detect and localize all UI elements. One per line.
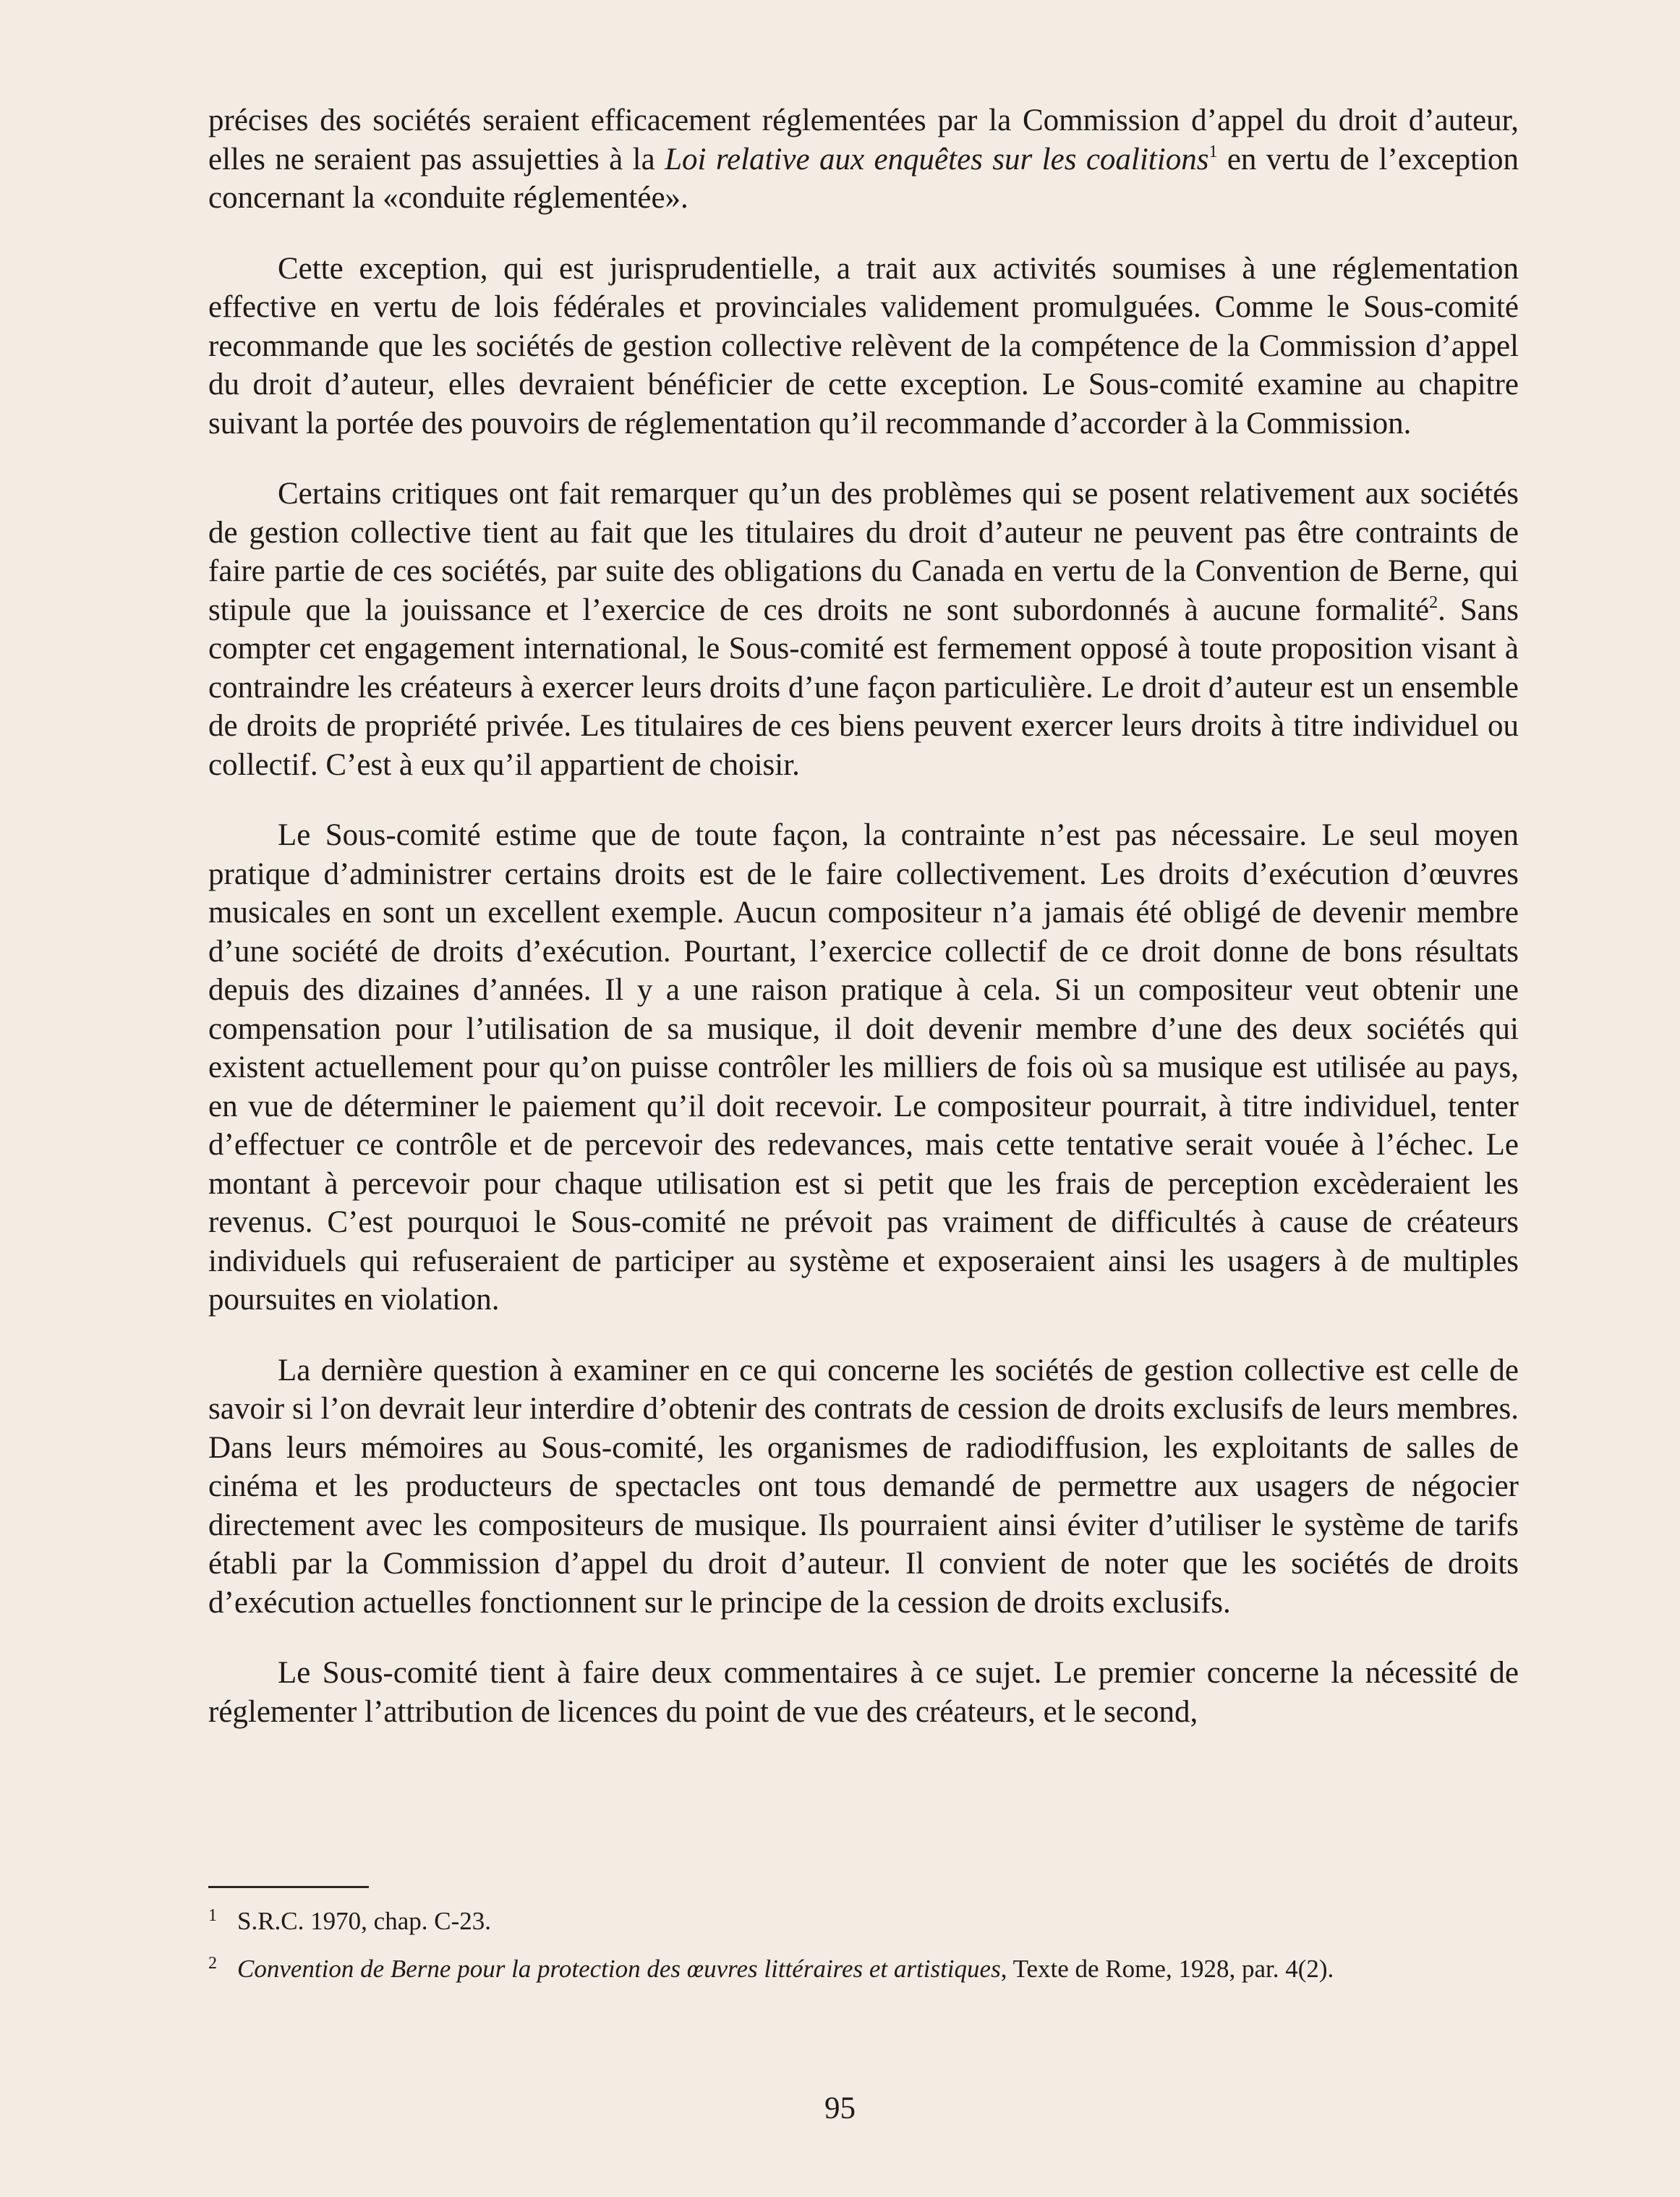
footnote-1: 1 S.R.C. 1970, chap. C-23. [208,1898,1519,1939]
footnotes [208,1898,1519,1994]
page-number: 95 [824,2091,856,2125]
law-title: Loi relative aux enquêtes sur les coalitions [665,142,1209,177]
footnote-ref-2[interactable]: 2 [1429,592,1438,612]
paragraph-2: Cette exception, qui est jurisprudentielle, a trait aux activités soumises à une réglementation effective en vertu de lois fédérales et provinciales validement promulguées. Comme le Sous-comité recommande que les sociétés de gestion collective relèvent de la compétence de la Commission d’appel du droit d’auteur, elles devraient bénéficier de cette exception. Le Sous-comité examine au chapitre suivant la portée des pouvoirs de réglementation qu’il recommande d’accorder à la Commission. [208,251,1519,441]
footnote-ref-1[interactable]: 1 [1208,142,1218,161]
paragraph-5: La dernière question à examiner en ce qui concerne les sociétés de gestion collective est celle de savoir si l’on devrait leur interdire d’obtenir des contrats de cession de droits exclusifs de leurs membres. Dans leurs mémoires au Sous-comité, les organismes de radiodiffusion, les exploitants de salles de cinéma et les producteurs de spectacles ont tous demandé de permettre aux usagers de négocier directement avec les compositeurs de musique. Ils pourraient ainsi éviter d’utiliser le système de tarifs établi par la Commission d’appel du droit d’auteur. Il convient de noter que les sociétés de droits d’exécution actuelles fonctionnent sur le principe de la cession de droits exclusifs. [208,1353,1519,1620]
footnote-number: 2 [208,1954,217,1973]
body-text [208,101,1519,1763]
paragraph-1: précises des sociétés seraient efficacement réglementées par la Commission d’appel du droit d’auteur, elles ne seraient pas assujetties à la Loi relative aux enquêtes sur les coalitions$^1$ en vertu de l’exception concernant la «conduite réglementée». [208,103,1519,215]
paragraph-4: Le Sous-comité estime que de toute façon, la contrainte n’est pas nécessaire. Le seul moyen pratique d’administrer certains droits est de le faire collectivement. Les droits d’exécution d’œuvres musicales en sont un excellent exemple. Aucun compositeur n’a jamais été obligé de devenir membre d’une société de droits d’exécution. Pourtant, l’exercice collectif de ce droit donne de bons résultats depuis des dizaines d’années. Il y a une raison pratique à cela. Si un compositeur veut obtenir une compensation pour l’utilisation de sa musique, il doit devenir membre d’une des deux sociétés qui existent actuellement pour qu’on puisse contrôler les milliers de fois où sa musique est utilisée au pays, en vue de déterminer le paiement qu’il doit recevoir. Le compositeur pourrait, à titre individuel, tenter d’effectuer ce contrôle et de percevoir des redevances, mais cette tentative serait vouée à l’échec. Le montant à percevoir pour chaque utilisation est si petit que les frais de perception excèderaient les revenus. C’est pourquoi le Sous-comité ne prévoit pas vraiment de difficultés à cause de créateurs individuels qui refuseraient de participer au système et exposeraient ainsi les usagers à de multiples poursuites en violation. [208,818,1519,1317]
footnote-divider [208,1886,369,1888]
footnote-number: 1 [208,1906,217,1925]
paragraph-3: Certains critiques ont fait remarquer qu’un des problèmes qui se posent relativement aux sociétés de gestion collective tient au fait que les titulaires du droit d’auteur ne peuvent pas être contraints de faire partie de ces sociétés, par suite des obligations du Canada en vertu de la Convention de Berne, qui stipule que la jouissance et l’exercice de ces droits ne sont subordonnés à aucune formalité$^2$. Sans compter cet engagement international, le Sous-comité est fermement opposé à toute proposition visant à contraindre les créateurs à exercer leurs droits d’une façon particulière. Le droit d’auteur est un ensemble de droits de propriété privée. Les titulaires de ces biens peuvent exercer leurs droits à titre individuel ou collectif. C’est à eux qu’il appartient de choisir. [208,477,1519,782]
footnote-2: 2 Convention de Berne pour la protection des œuvres littéraires et artistiques, Texte de Rome, 1928, par. 4(2). [208,1946,1519,1986]
paragraph-6: Le Sous-comité tient à faire deux commentaires à ce sujet. Le premier concerne la nécessité de réglementer l’attribution de licences du point de vue des créateurs, et le second, [208,1656,1519,1729]
